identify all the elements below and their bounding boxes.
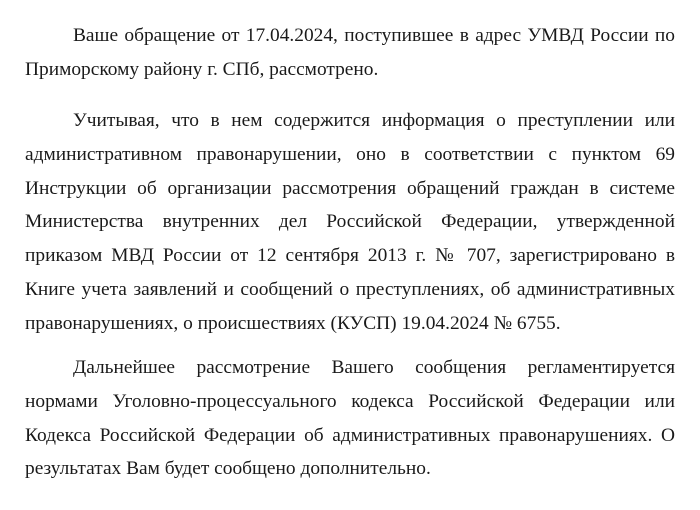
paragraph-further-review: Дальнейшее рассмотрение Вашего сообщения регламентируется нормами Уголовно-процессуального кодекса Российской Федерации или Кодекса Российской Федерации об административных правонарушениях. О результатах Вам будет сообщено дополнительно. xyxy=(25,357,675,480)
paragraph-appeal-reviewed: Ваше обращение от 17.04.2024, поступившее в адрес УМВД России по Приморскому району г. СПб, рассмотрено. xyxy=(25,25,675,80)
paragraph-registration-kusp: Учитывая, что в нем содержится информация о преступлении или административном правонарушении, оно в соответствии с пунктом 69 Инструкции об организации рассмотрения обращений граждан в системе Министерства внутренних дел Российской Федерации, утвержденной приказом МВД России от 12 сентября 2013 г. № 707, зарегистрировано в Книге учета заявлений и сообщений о преступлениях, об административных правонарушениях, о происшествиях (КУСП) 19.04.2024 № 6755. xyxy=(25,110,675,334)
